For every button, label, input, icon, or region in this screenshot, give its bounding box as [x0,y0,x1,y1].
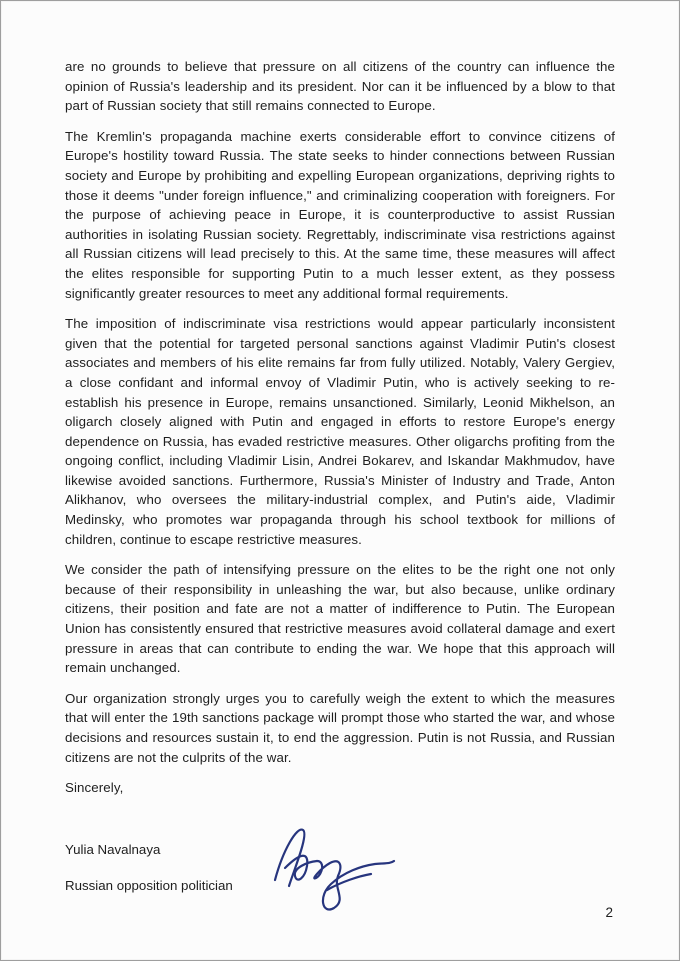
letter-body [65,57,615,896]
paragraph-5: Our organization strongly urges you to carefully weigh the extent to which the measures that will enter the 19th sanctions package will prompt those who started the war, and whose decisions and resources sustain it, to end the aggression. Putin is not Russia, and Russian citizens are not the culprits of the war. [65,690,615,765]
signatory-title: Russian opposition politician [65,878,233,894]
handwritten-signature-icon [263,818,403,914]
paragraph-2: The Kremlin's propaganda machine exerts considerable effort to convince citizens of Europe's hostility toward Russia. The state seeks to hinder connections between Russian society and Europe by prohibiting and expelling European organizations, depriving rights to those it deems "under foreign influence," and criminalizing cooperation with foreigners. For the purpose of achieving peace in Europe, it is counterproductive to assist Russian authorities in isolating Russian society. Regrettably, indiscriminate visa restrictions against all Russian citizens will lead precisely to this. At the same time, these measures will affect the elites responsible for supporting Putin to a much lesser extent, as they possess significantly greater resources to meet any additional formal requirements. [65,128,615,301]
signatory-name: Yulia Navalnaya [65,841,161,857]
paragraph-3: The imposition of indiscriminate visa restrictions would appear particularly inconsistent given that the potential for targeted personal sanctions against Vladimir Putin's closest associates and members of his elite remains far from fully utilized. Notably, Valery Gergiev, a close confidant and informal envoy of Vladimir Putin, who is actively seeking to re-establish his presence in Europe, remains unsanctioned. Similarly, Leonid Mikhelson, an oligarch closely aligned with Putin and engaged in efforts to restore Europe's energy dependence on Russia, has evaded restrictive measures. Other oligarchs profiting from the ongoing conflict, including Vladimir Lisin, Andrei Bokarev, and Iskandar Makhmudov, have likewise avoided sanctions. Furthermore, Russia's Minister of Industry and Trade, Anton Alikhanov, who oversees the military-industrial complex, and Putin's aide, Vladimir Medinsky, who promotes war propaganda through his school textbook for millions of children, continue to escape restrictive measures. [65,316,615,547]
page-number: 2 [605,905,613,920]
closing-salutation: Sincerely, [65,780,124,796]
paragraph-1: are no grounds to believe that pressure on all citizens of the country can influence the opinion of Russia's leadership and its president. Nor can it be influenced by a blow to that part of Russian society that still remains connected to Europe. [65,59,615,114]
signature-block [65,840,615,896]
paragraph-4: We consider the path of intensifying pressure on the elites to be the right one not only because of their responsibility in unleashing the war, but also because, unlike ordinary citizens, their position and fate are not a matter of indifference to Putin. The European Union has consistently ensured that restrictive measures avoid collateral damage and exert pressure in areas that can contribute to ending the war. We hope that this approach will remain unchanged. [65,562,615,676]
